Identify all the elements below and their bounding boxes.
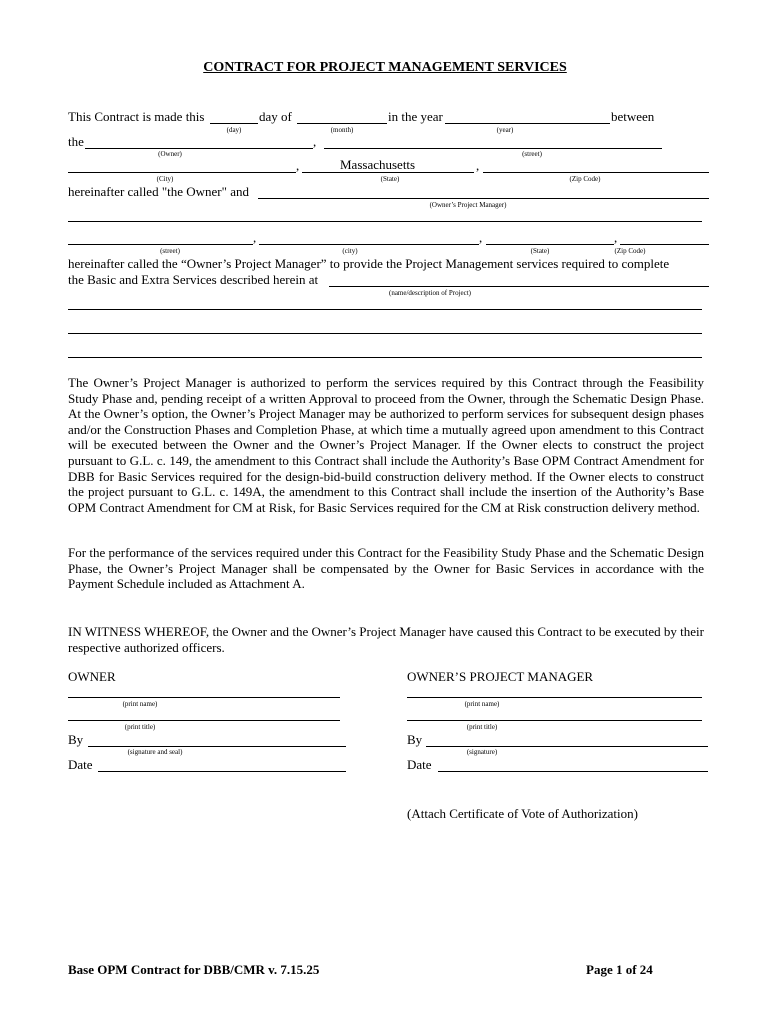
owner-city-field[interactable] bbox=[68, 172, 296, 173]
opm-date-label: Date bbox=[407, 757, 432, 772]
opm-extra-field[interactable] bbox=[68, 221, 702, 222]
owner-heading: OWNER bbox=[68, 669, 116, 684]
project-field[interactable] bbox=[329, 286, 709, 287]
hereinafter-opm-text: hereinafter called the “Owner’s Project Manager” to provide the Project Management services required to complete bbox=[68, 256, 670, 271]
opm-street-caption: (street) bbox=[160, 247, 180, 255]
project-line-1[interactable] bbox=[68, 309, 702, 310]
owner-print-title-field[interactable] bbox=[68, 720, 340, 721]
opm-print-title-caption: (print title) bbox=[466, 723, 498, 731]
month-field[interactable] bbox=[297, 123, 387, 124]
comma-5: , bbox=[479, 230, 483, 245]
project-caption: (name/description of Project) bbox=[388, 289, 472, 297]
year-field[interactable] bbox=[445, 123, 610, 124]
opm-state-caption: (State) bbox=[530, 247, 550, 255]
opm-street-field[interactable] bbox=[68, 244, 253, 245]
opm-print-name-field[interactable] bbox=[407, 697, 702, 698]
opm-name-field[interactable] bbox=[258, 198, 709, 199]
street-caption: (street) bbox=[522, 150, 542, 158]
opm-by-label: By bbox=[407, 732, 423, 747]
in-the-year-text: in the year bbox=[388, 109, 443, 124]
project-line-3[interactable] bbox=[68, 357, 702, 358]
comma-6: , bbox=[614, 230, 618, 245]
opm-zip-field[interactable] bbox=[620, 244, 709, 245]
comma-1: , bbox=[313, 134, 317, 149]
city-caption: (City) bbox=[156, 175, 174, 183]
authorization-paragraph: The Owner’s Project Manager is authorized to perform the services required by this Contract through the Feasibility Study Phase and, pending receipt of a written Approval to proceed from the Owner, through the Schematic Design Phase. At the Owner’s option, the Owner’s Project Manager may be authorized to perform services for subsequent design phases and/or the Construction Phases and Completion Phase, at which time a mutually agreed upon amendment to this Contract will be executed between the Owner and the Owner’s Project Manager. If the Owner elects to construct the project pursuant to G.L. c. 149, the amendment to this Contract shall include the Authority’s Base OPM Contract Amendment for DBB for Basic Services required for the design-bid-build construction delivery method. If the Owner elects to construct the project pursuant to G.L. c. 149A, the amendment to this Contract shall include the insertion of the Authority’s Base OPM Contract Amendment for CM at Risk, for Basic Services required for the CM at Risk construction delivery method. bbox=[68, 375, 704, 515]
the-text: the bbox=[68, 134, 84, 149]
month-caption: (month) bbox=[330, 126, 354, 134]
state-value: Massachusetts bbox=[340, 157, 416, 172]
owner-date-field[interactable] bbox=[98, 771, 346, 772]
zip-caption: (Zip Code) bbox=[569, 175, 601, 183]
owner-print-name-caption: (print name) bbox=[122, 700, 158, 708]
year-caption: (year) bbox=[496, 126, 514, 134]
owner-by-label: By bbox=[68, 732, 84, 747]
owner-field[interactable] bbox=[85, 148, 313, 149]
opm-zip-caption: (Zip Code) bbox=[614, 247, 646, 255]
opm-date-field[interactable] bbox=[438, 771, 708, 772]
comma-3: , bbox=[476, 158, 480, 173]
opm-print-title-field[interactable] bbox=[407, 720, 702, 721]
owner-signature-field[interactable] bbox=[88, 746, 346, 747]
basic-extra-text: the Basic and Extra Services described herein at bbox=[68, 272, 319, 287]
attach-certificate-note: (Attach Certificate of Vote of Authorization) bbox=[407, 806, 638, 821]
witness-paragraph: IN WITNESS WHEREOF, the Owner and the Owner’s Project Manager have caused this Contract to be executed by their respective authorized officers. bbox=[68, 624, 704, 655]
owner-print-name-field[interactable] bbox=[68, 697, 340, 698]
owner-zip-field[interactable] bbox=[483, 172, 709, 173]
opm-print-name-caption: (print name) bbox=[464, 700, 500, 708]
opm-city-caption: (city) bbox=[342, 247, 358, 255]
state-caption: (State) bbox=[380, 175, 400, 183]
day-caption: (day) bbox=[226, 126, 242, 134]
opm-heading: OWNER’S PROJECT MANAGER bbox=[407, 669, 594, 684]
opm-signature-caption: (signature) bbox=[466, 748, 498, 756]
between-text: between bbox=[611, 109, 655, 124]
document-title: CONTRACT FOR PROJECT MANAGEMENT SERVICES bbox=[203, 60, 567, 75]
owner-street-field[interactable] bbox=[324, 148, 662, 149]
day-field[interactable] bbox=[210, 123, 258, 124]
opm-caption: (Owner’s Project Manager) bbox=[429, 201, 507, 209]
compensation-paragraph: For the performance of the services required under this Contract for the Feasibility Study Phase and the Schematic Design Phase, the Owner’s Project Manager shall be compensated by the Owner for Basic Services in accordance with the Payment Schedule included as Attachment A. bbox=[68, 545, 704, 592]
owner-signature-caption: (signature and seal) bbox=[127, 748, 183, 756]
footer-page-number: Page 1 of 24 bbox=[586, 962, 653, 977]
owner-caption: (Owner) bbox=[158, 150, 182, 158]
owner-date-label: Date bbox=[68, 757, 93, 772]
comma-2: , bbox=[296, 158, 300, 173]
opm-state-field[interactable] bbox=[486, 244, 614, 245]
footer-version: Base OPM Contract for DBB/CMR v. 7.15.25 bbox=[68, 962, 320, 977]
opm-signature-field[interactable] bbox=[426, 746, 708, 747]
opm-city-field[interactable] bbox=[259, 244, 479, 245]
project-line-2[interactable] bbox=[68, 333, 702, 334]
made-this-text: This Contract is made this bbox=[68, 109, 205, 124]
owner-print-title-caption: (print title) bbox=[124, 723, 156, 731]
hereinafter-owner-text: hereinafter called "the Owner" and bbox=[68, 184, 249, 199]
day-of-text: day of bbox=[259, 109, 292, 124]
comma-4: , bbox=[253, 230, 257, 245]
